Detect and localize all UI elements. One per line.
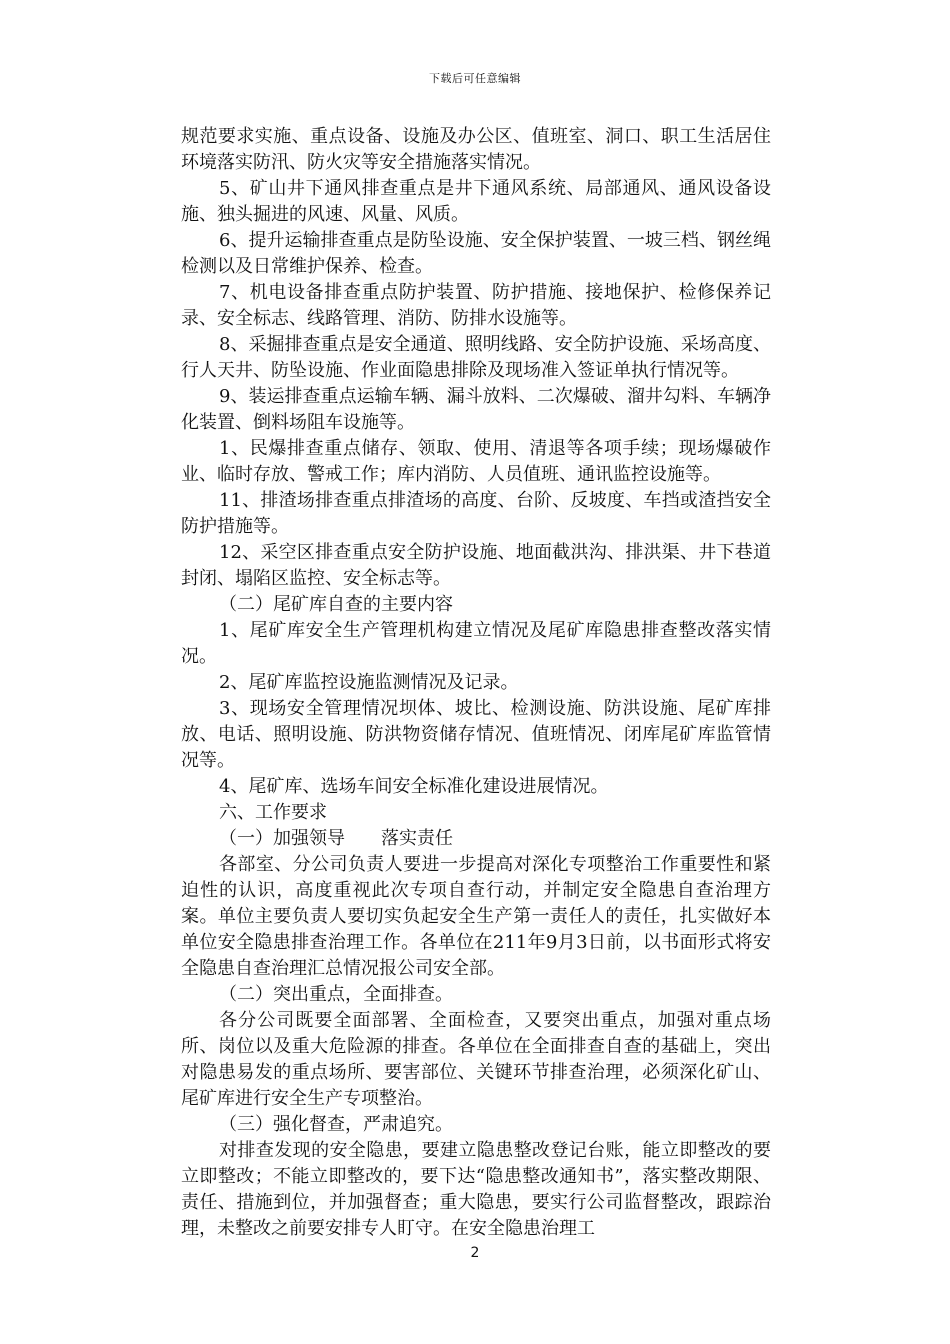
paragraph-4: 7、机电设备排查重点防护装置、防护措施、接地保护、检修保养记录、安全标志、线路管理、消防、防排水设施等。: [181, 282, 771, 329]
paragraph-7: 1、民爆排查重点储存、领取、使用、清退等各项手续；现场爆破作业、临时存放、警戒工作；库内消防、人员值班、通讯监控设施等。: [181, 438, 771, 485]
subheading-focus: （二）突出重点，全面排查。: [219, 984, 453, 1005]
paragraph-2: 5、矿山井下通风排查重点是井下通风系统、局部通风、通风设备设施、独头掘进的风速、风量、风质。: [181, 178, 771, 225]
paragraph-3: 6、提升运输排查重点是防坠设施、安全保护装置、一坡三档、钢丝绳检测以及日常维护保养、检查。: [181, 230, 771, 277]
subheading-leadership: （一）加强领导 落实责任: [219, 828, 453, 849]
document-body: [181, 124, 771, 1242]
paragraph-8: 11、排渣场排查重点排渣场的高度、台阶、反坡度、车挡或渣挡安全防护措施等。: [181, 490, 771, 537]
paragraph-17: 各部室、分公司负责人要进一步提高对深化专项整治工作重要性和紧迫性的认识，高度重视此次专项自查行动，并制定安全隐患自查治理方案。单位主要负责人要切实负起安全生产第一责任人的责任，扎实做好本单位安全隐患排查治理工作。各单位在211年9月3日前，以书面形式将安全隐患自查治理汇总情况报公司安全部。: [181, 854, 771, 979]
section-heading-tailings: （二）尾矿库自查的主要内容: [219, 594, 453, 615]
paragraph-12: 2、尾矿库监控设施监测情况及记录。: [219, 672, 519, 693]
paragraph-5: 8、采掘排查重点是安全通道、照明线路、安全防护设施、采场高度、行人天井、防坠设施、作业面隐患排除及现场准入签证单执行情况等。: [181, 334, 771, 381]
paragraph-9: 12、采空区排查重点安全防护设施、地面截洪沟、排洪渠、井下巷道封闭、塌陷区监控、安全标志等。: [181, 542, 771, 589]
section-heading-work-requirements: 六、工作要求: [219, 802, 327, 823]
paragraph-21: 对排查发现的安全隐患，要建立隐患整改登记台账，能立即整改的要立即整改；不能立即整改的，要下达“隐患整改通知书”，落实整改期限、责任、措施到位，并加强督查；重大隐患，要实行公司监督整改，跟踪治理，未整改之前要安排专人盯守。在安全隐患治理工: [181, 1140, 771, 1239]
page-number: 2: [470, 1245, 480, 1261]
paragraph-13: 3、现场安全管理情况坝体、坡比、检测设施、防洪设施、尾矿库排放、电话、照明设施、防洪物资储存情况、值班情况、闭库尾矿库监管情况等。: [181, 698, 771, 771]
paragraph-14: 4、尾矿库、选场车间安全标准化建设进展情况。: [219, 776, 609, 797]
paragraph-19: 各分公司既要全面部署、全面检查，又要突出重点，加强对重点场所、岗位以及重大危险源的排查。各单位在全面排查自查的基础上，突出对隐患易发的重点场所、要害部位、关键环节排查治理，必须深化矿山、尾矿库进行安全生产专项整治。: [181, 1010, 771, 1109]
page-header: 下载后可任意编辑: [429, 72, 521, 85]
subheading-supervision: （三）强化督查，严肃追究。: [219, 1114, 453, 1135]
paragraph-6: 9、装运排查重点运输车辆、漏斗放料、二次爆破、溜井勾料、车辆净化装置、倒料场阻车设施等。: [181, 386, 771, 433]
paragraph-1: 规范要求实施、重点设备、设施及办公区、值班室、洞口、职工生活居住环境落实防汛、防火灾等安全措施落实情况。: [181, 126, 771, 173]
paragraph-11: 1、尾矿库安全生产管理机构建立情况及尾矿库隐患排查整改落实情况。: [181, 620, 771, 667]
